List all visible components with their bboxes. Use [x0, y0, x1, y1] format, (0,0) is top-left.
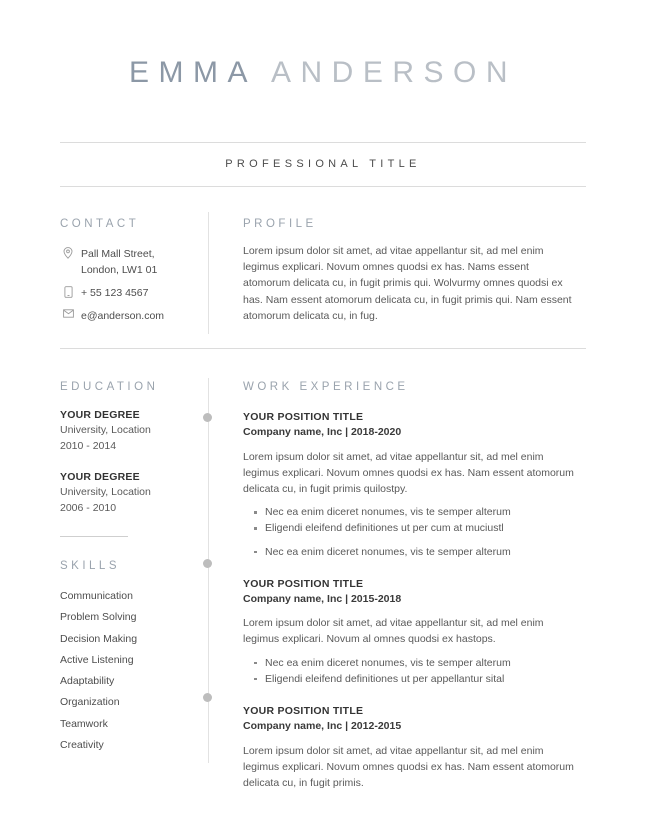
- job-bullet: Nec ea enim diceret nonumes, vis te semper alterum: [265, 544, 578, 560]
- job-bullet: Eligendi eleifend definitiones ut per cum at muciustl: [265, 520, 578, 536]
- list-item: Teamwork: [60, 717, 108, 730]
- education-school: University, Location: [60, 486, 151, 498]
- job-title: YOUR POSITION TITLE: [243, 705, 364, 718]
- section-heading-work-experience: WORK EXPERIENCE: [243, 381, 409, 393]
- job-bullet: Eligendi eleifend definitiones ut per appellantur sital: [265, 671, 578, 687]
- education-years: 2010 - 2014: [60, 439, 117, 452]
- job-bullet-list: [243, 655, 578, 687]
- timeline-line: [208, 378, 209, 763]
- job-description: Lorem ipsum dolor sit amet, ad vitae appellantur sit, ad mel enim legimus explicari. Novum omnes quodsi ex has. Nam essent atomorum delicata cu, in fugit primis quilostpy.: [243, 450, 574, 495]
- list-item: Problem Solving: [60, 611, 137, 624]
- contact-item-address: [60, 246, 210, 278]
- contact-item-email: [60, 308, 210, 324]
- education-years: 2006 - 2010: [60, 501, 117, 514]
- location-pin-icon: [60, 246, 76, 259]
- list-item: Active Listening: [60, 653, 134, 666]
- section-heading-skills: SKILLS: [60, 560, 120, 572]
- section-heading-profile: PROFILE: [243, 218, 317, 230]
- page-title: [0, 56, 646, 90]
- job-bullet-list: [243, 504, 578, 560]
- list-item: Organization: [60, 696, 120, 709]
- work-experience-item: [243, 410, 578, 560]
- last-name: ANDERSON: [270, 56, 518, 89]
- work-experience-item: [243, 704, 578, 791]
- work-experience-item: [243, 577, 578, 687]
- job-description: Lorem ipsum dolor sit amet, ad vitae appellantur sit, ad mel enim legimus explicari. Novum omnes quodsi ex has. Nam essent atomorum delicata cu, in fugit primis.: [243, 744, 574, 789]
- job-bullet: Nec ea enim diceret nonumes, vis te semper alterum: [265, 504, 578, 520]
- first-name: EMMA: [128, 56, 257, 89]
- divider-above-skills: [60, 536, 128, 537]
- work-experience-list: [243, 410, 578, 804]
- list-item: Adaptability: [60, 675, 115, 688]
- profile-body-text: Lorem ipsum dolor sit amet, ad vitae appellantur sit, ad mel enim legimus explicari. Novum omnes quodsi ex has. Nams essent atomorum delicata cu, in fugit primis qui. Wolvurmy omnes quodsi ex has. Nam essent atomorum delicata cu, in fugit primis qui. Nam essent atomorum delicata cu, in fug.: [243, 245, 572, 322]
- skills-list: [60, 586, 205, 756]
- contact-email-text: e@anderson.com: [81, 310, 165, 322]
- timeline-dot: [203, 559, 212, 568]
- education-degree: YOUR DEGREE: [60, 471, 140, 483]
- list-item: Creativity: [60, 739, 104, 752]
- list-item: Decision Making: [60, 632, 138, 645]
- education-degree: YOUR DEGREE: [60, 409, 140, 421]
- section-heading-contact: CONTACT: [60, 218, 140, 230]
- divider-middle: [60, 348, 586, 349]
- job-company: Company name, Inc | 2012-2015: [243, 720, 402, 733]
- education-list: [60, 408, 205, 532]
- job-title: YOUR POSITION TITLE: [243, 411, 364, 423]
- contact-item-phone: [60, 285, 210, 301]
- job-bullet: Nec ea enim diceret nonumes, vis te semper alterum: [265, 655, 578, 671]
- job-description: Lorem ipsum dolor sit amet, ad vitae appellantur sit, ad mel enim legimus explicari. Novum al omnes quodsi ex hastops.: [243, 617, 544, 646]
- address-line-1: Pall Mall Street,: [81, 248, 155, 260]
- list-item: Communication: [60, 590, 133, 602]
- professional-title: PROFESSIONAL TITLE: [225, 158, 421, 170]
- section-heading-education: EDUCATION: [60, 381, 159, 393]
- job-title: YOUR POSITION TITLE: [243, 577, 364, 590]
- address-line-2: London, LW1 01: [81, 264, 158, 276]
- envelope-icon: [60, 308, 76, 318]
- education-school: University, Location: [60, 424, 151, 436]
- divider-under-title: [60, 186, 586, 187]
- contact-phone-text: + 55 123 4567: [81, 287, 149, 299]
- divider-top: [60, 142, 586, 143]
- phone-icon: [60, 285, 76, 298]
- contact-list: [60, 246, 210, 331]
- job-company: Company name, Inc | 2015-2018: [243, 592, 402, 605]
- education-item: [60, 408, 205, 454]
- contact-address-text: [76, 246, 157, 278]
- job-company: Company name, Inc | 2018-2020: [243, 426, 402, 438]
- education-item: [60, 470, 205, 516]
